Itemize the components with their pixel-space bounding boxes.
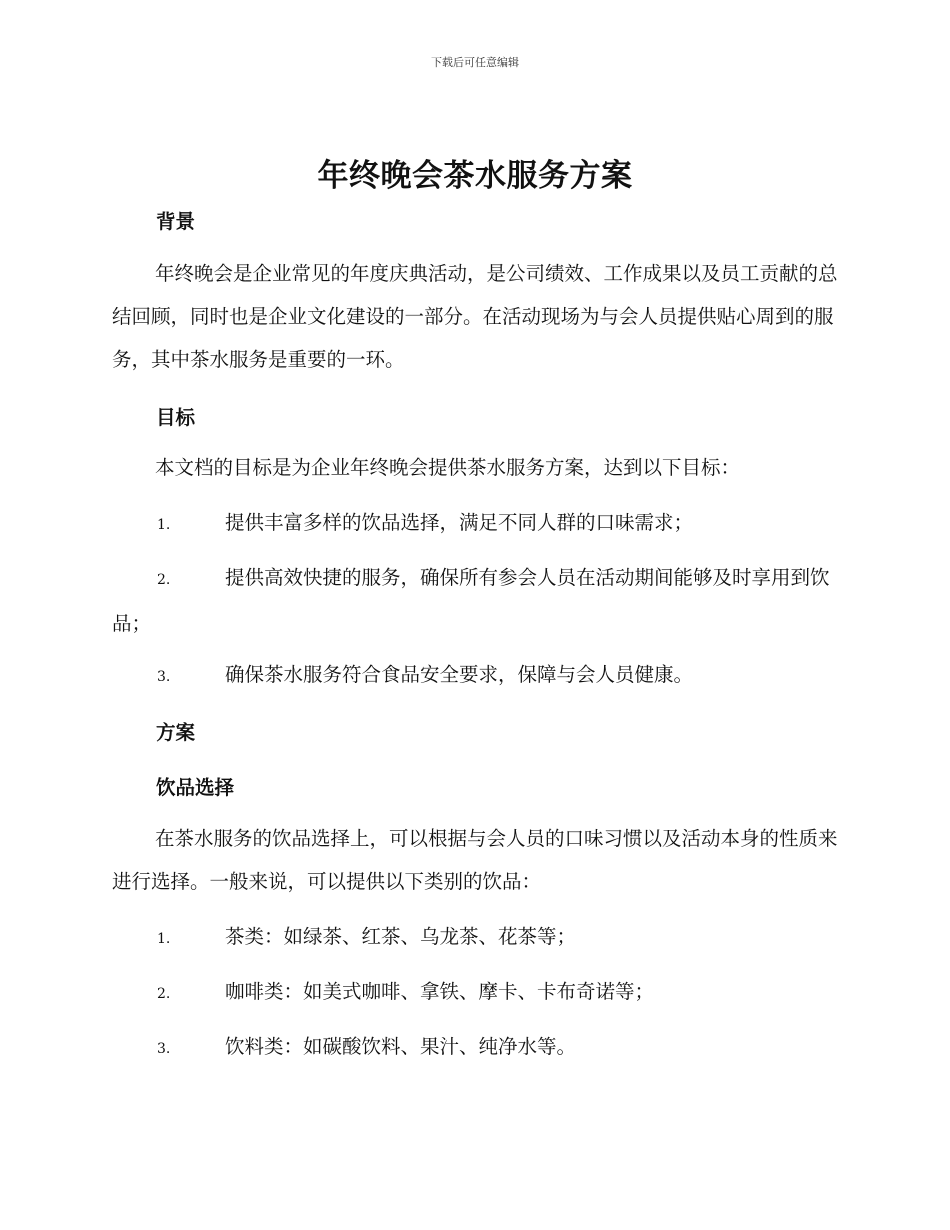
list-item <box>112 1025 842 1071</box>
list-number: 2. <box>157 986 171 1002</box>
list-number: 1. <box>157 517 171 533</box>
list-number: 2. <box>157 572 171 588</box>
document-title: 年终晚会茶水服务方案 <box>317 158 633 194</box>
header-note: 下载后可任意编辑 <box>431 56 519 69</box>
list-number: 3. <box>157 669 171 685</box>
list-text: 提供高效快捷的服务，确保所有参会人员在活动期间能够及时享用到饮品； <box>112 566 830 635</box>
list-item <box>112 970 842 1016</box>
list-text: 饮料类：如碳酸饮料、果汁、纯净水等。 <box>225 1035 577 1058</box>
list-text: 咖啡类：如美式咖啡、拿铁、摩卡、卡布奇诺等； <box>225 980 655 1003</box>
heading-drinks: 饮品选择 <box>156 776 235 799</box>
list-number: 1. <box>157 931 171 947</box>
paragraph-drinks-intro: 在茶水服务的饮品选择上，可以根据与会人员的口味习惯以及活动本身的性质来进行选择。一般来说，可以提供以下类别的饮品： <box>112 827 838 893</box>
heading-plan: 方案 <box>156 721 196 744</box>
list-item <box>112 915 842 961</box>
paragraph-goals-intro: 本文档的目标是为企业年终晚会提供茶水服务方案，达到以下目标： <box>155 456 741 479</box>
list-number: 3. <box>157 1041 171 1057</box>
list-item <box>112 653 842 699</box>
heading-goals: 目标 <box>156 406 196 429</box>
list-item <box>112 556 842 645</box>
heading-background: 背景 <box>156 210 196 233</box>
list-text: 确保茶水服务符合食品安全要求，保障与会人员健康。 <box>225 663 694 686</box>
list-text: 提供丰富多样的饮品选择，满足不同人群的口味需求； <box>225 511 694 534</box>
list-text: 茶类：如绿茶、红茶、乌龙茶、花茶等； <box>225 925 577 948</box>
list-item <box>112 501 842 547</box>
paragraph-background: 年终晚会是企业常见的年度庆典活动，是公司绩效、工作成果以及员工贡献的总结回顾，同时也是企业文化建设的一部分。在活动现场为与会人员提供贴心周到的服务，其中茶水服务是重要的一环。 <box>112 262 838 371</box>
